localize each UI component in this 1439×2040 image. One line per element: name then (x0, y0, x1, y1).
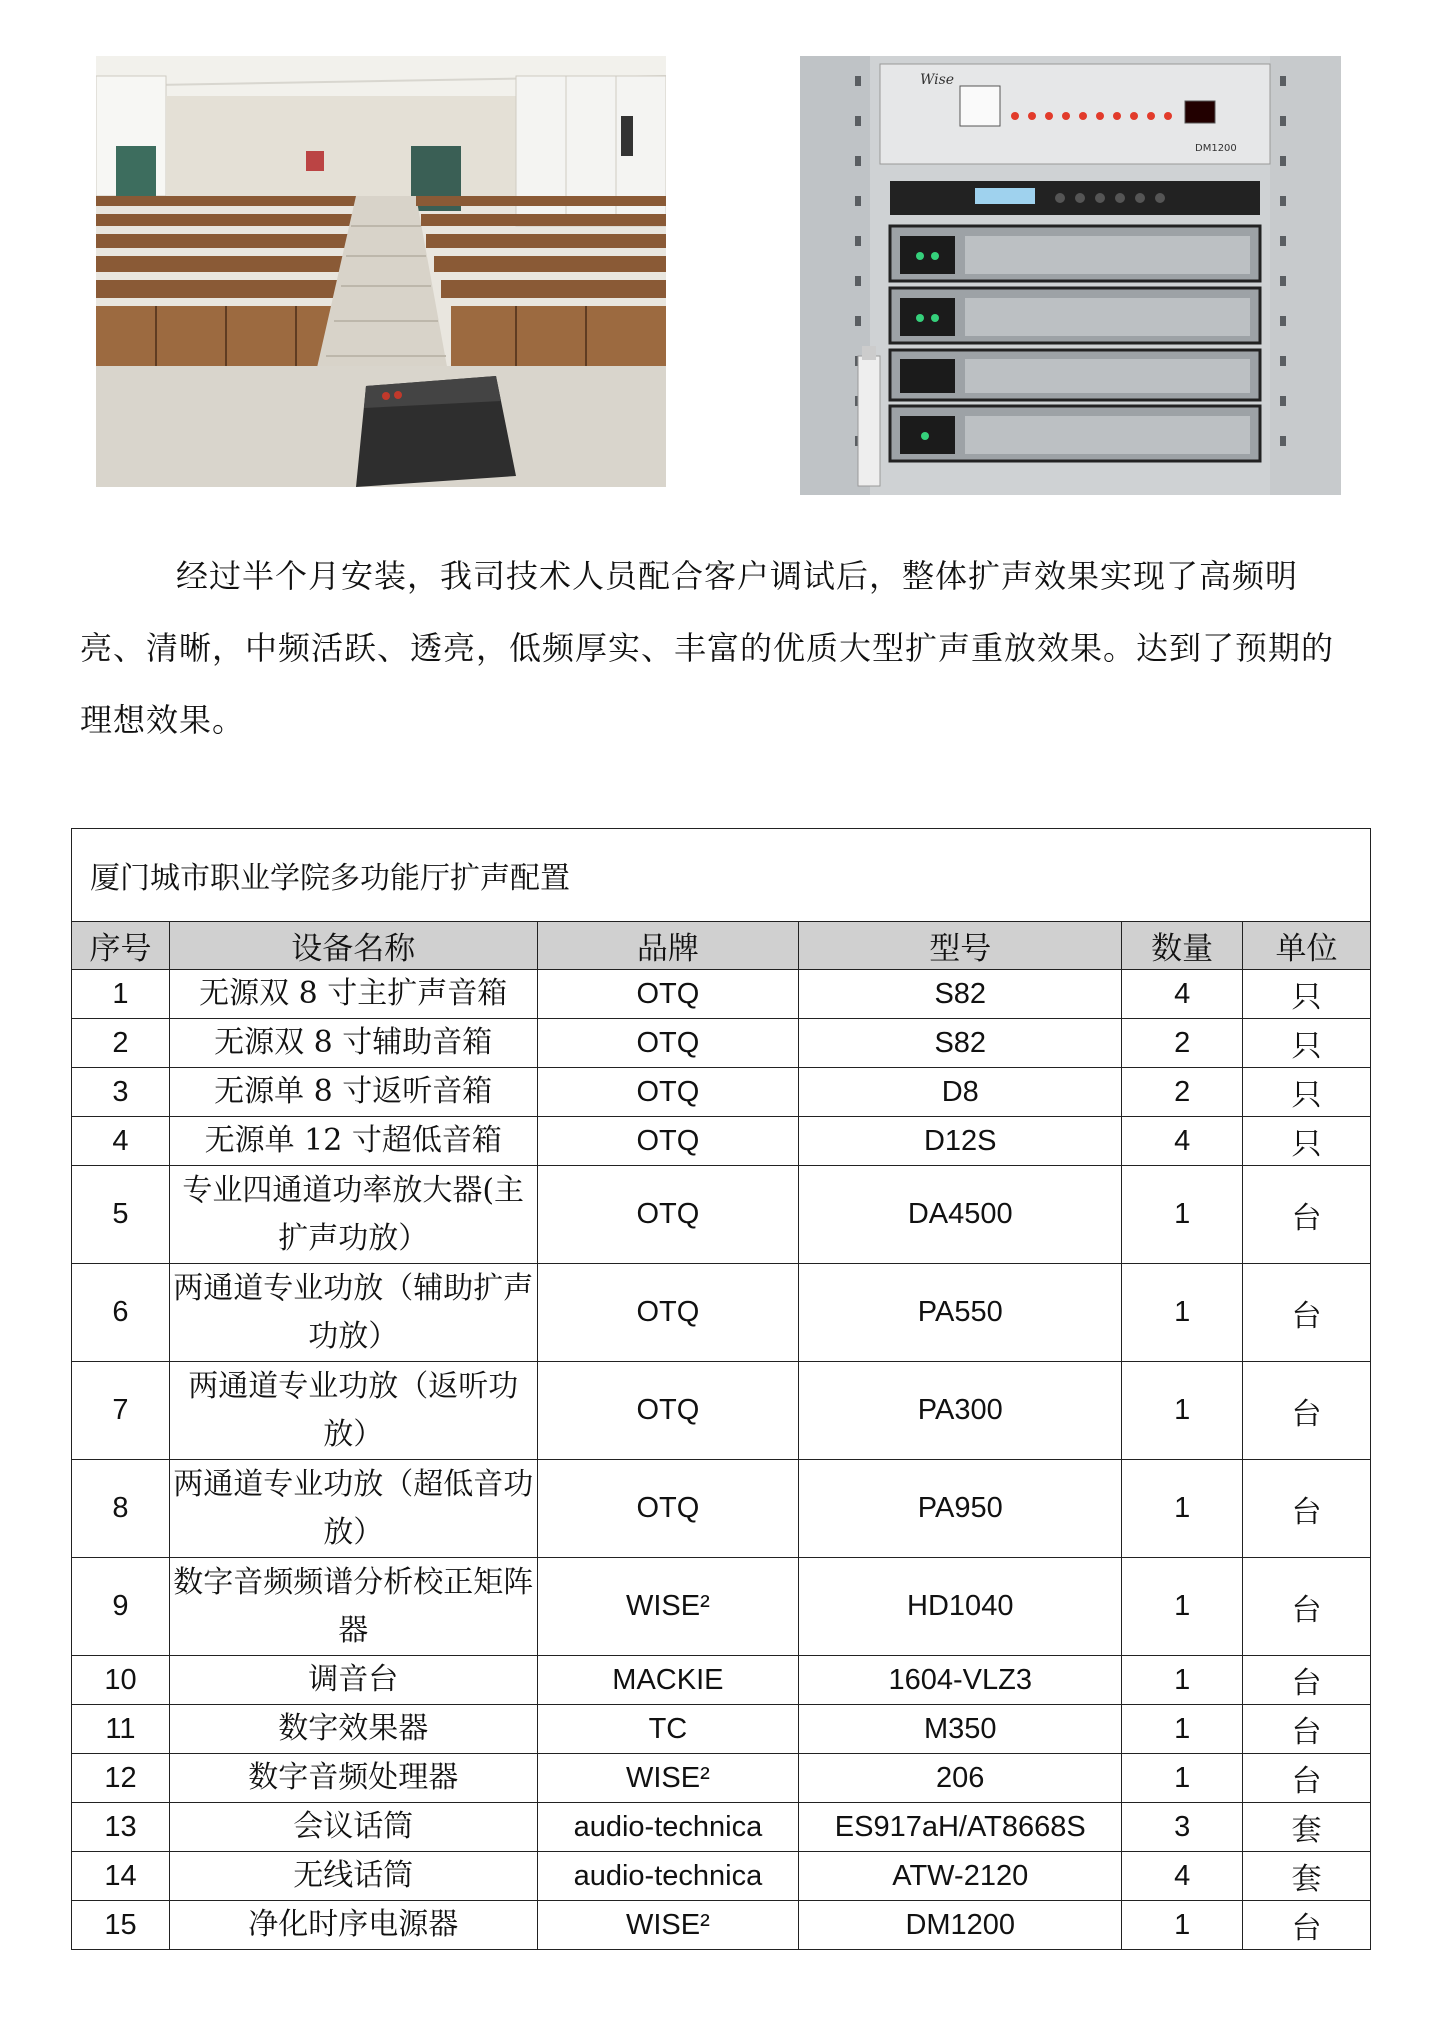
cell-qty: 3 (1122, 1803, 1243, 1852)
cell-unit: 台 (1243, 1558, 1371, 1656)
cell-name: 无线话筒 (169, 1852, 537, 1901)
cell-unit: 套 (1243, 1852, 1371, 1901)
auditorium-image (96, 56, 666, 487)
table-row (72, 1901, 1371, 1950)
equipment-rack-photo (800, 56, 1341, 495)
table-row (72, 970, 1371, 1019)
cell-unit: 只 (1243, 1117, 1371, 1166)
cell-name: 数字音频频谱分析校正矩阵器 (169, 1558, 537, 1656)
cell-qty: 1 (1122, 1558, 1243, 1656)
rack-model-label: DM1200 (1195, 143, 1237, 154)
cell-brand: OTQ (537, 1068, 799, 1117)
table-row (72, 1754, 1371, 1803)
cell-qty: 1 (1122, 1754, 1243, 1803)
cell-no: 10 (72, 1656, 170, 1705)
cell-model: DA4500 (799, 1166, 1122, 1264)
header-unit: 单位 (1243, 922, 1371, 970)
cell-qty: 4 (1122, 1117, 1243, 1166)
table-title: 厦门城市职业学院多功能厅扩声配置 (72, 829, 1371, 922)
header-brand: 品牌 (537, 922, 799, 970)
table-row (72, 1019, 1371, 1068)
cell-name: 两通道专业功放（超低音功放） (169, 1460, 537, 1558)
header-qty: 数量 (1122, 922, 1243, 970)
cell-no: 5 (72, 1166, 170, 1264)
cell-name: 无源单 8 寸返听音箱 (169, 1068, 537, 1117)
cell-unit: 台 (1243, 1460, 1371, 1558)
cell-name: 专业四通道功率放大器(主扩声功放） (169, 1166, 537, 1264)
cell-brand: OTQ (537, 1460, 799, 1558)
cell-model: 206 (799, 1754, 1122, 1803)
cell-no: 13 (72, 1803, 170, 1852)
cell-no: 14 (72, 1852, 170, 1901)
cell-unit: 台 (1243, 1901, 1371, 1950)
cell-unit: 只 (1243, 970, 1371, 1019)
cell-brand: WISE² (537, 1754, 799, 1803)
cell-model: D8 (799, 1068, 1122, 1117)
cell-model: ES917aH/AT8668S (799, 1803, 1122, 1852)
table-row (72, 1705, 1371, 1754)
table-row (72, 1460, 1371, 1558)
cell-brand: audio-technica (537, 1852, 799, 1901)
cell-brand: TC (537, 1705, 799, 1754)
cell-name: 数字音频处理器 (169, 1754, 537, 1803)
table-row (72, 1362, 1371, 1460)
header-model: 型号 (799, 922, 1122, 970)
cell-model: PA950 (799, 1460, 1122, 1558)
cell-brand: WISE² (537, 1901, 799, 1950)
cell-brand: OTQ (537, 1019, 799, 1068)
cell-unit: 台 (1243, 1166, 1371, 1264)
header-no: 序号 (72, 922, 170, 970)
cell-model: 1604-VLZ3 (799, 1656, 1122, 1705)
cell-qty: 1 (1122, 1264, 1243, 1362)
cell-brand: OTQ (537, 970, 799, 1019)
cell-qty: 2 (1122, 1019, 1243, 1068)
cell-unit: 套 (1243, 1803, 1371, 1852)
cell-no: 8 (72, 1460, 170, 1558)
cell-no: 4 (72, 1117, 170, 1166)
cell-unit: 台 (1243, 1754, 1371, 1803)
cell-qty: 1 (1122, 1656, 1243, 1705)
cell-qty: 4 (1122, 1852, 1243, 1901)
cell-name: 调音台 (169, 1656, 537, 1705)
cell-model: M350 (799, 1705, 1122, 1754)
cell-unit: 台 (1243, 1264, 1371, 1362)
cell-qty: 2 (1122, 1068, 1243, 1117)
cell-name: 净化时序电源器 (169, 1901, 537, 1950)
cell-name: 无源双 8 寸主扩声音箱 (169, 970, 537, 1019)
summary-paragraph: 经过半个月安装，我司技术人员配合客户调试后，整体扩声效果实现了高频明亮、清晰，中频活跃、透亮，低频厚实、丰富的优质大型扩声重放效果。达到了预期的理想效果。 (80, 557, 1335, 739)
cell-brand: WISE² (537, 1558, 799, 1656)
cell-qty: 1 (1122, 1901, 1243, 1950)
table-row (72, 1068, 1371, 1117)
cell-model: HD1040 (799, 1558, 1122, 1656)
cell-no: 11 (72, 1705, 170, 1754)
equipment-rack-image (800, 56, 1341, 495)
rack-brand-label: Wise (920, 72, 955, 88)
cell-no: 6 (72, 1264, 170, 1362)
cell-unit: 台 (1243, 1362, 1371, 1460)
table-row (72, 1558, 1371, 1656)
cell-qty: 1 (1122, 1166, 1243, 1264)
cell-name: 数字效果器 (169, 1705, 537, 1754)
cell-model: S82 (799, 970, 1122, 1019)
cell-name: 会议话筒 (169, 1803, 537, 1852)
cell-model: D12S (799, 1117, 1122, 1166)
cell-brand: audio-technica (537, 1803, 799, 1852)
header-name: 设备名称 (169, 922, 537, 970)
cell-qty: 1 (1122, 1705, 1243, 1754)
cell-unit: 台 (1243, 1705, 1371, 1754)
cell-no: 1 (72, 970, 170, 1019)
cell-no: 7 (72, 1362, 170, 1460)
auditorium-photo (96, 56, 666, 487)
cell-qty: 1 (1122, 1460, 1243, 1558)
table-row (72, 1656, 1371, 1705)
cell-name: 两通道专业功放（返听功放） (169, 1362, 537, 1460)
cell-brand: OTQ (537, 1264, 799, 1362)
cell-brand: OTQ (537, 1117, 799, 1166)
table-row (72, 1803, 1371, 1852)
table-row (72, 1166, 1371, 1264)
cell-model: DM1200 (799, 1901, 1122, 1950)
cell-unit: 只 (1243, 1019, 1371, 1068)
table-header-row (72, 922, 1371, 970)
table-row (72, 1264, 1371, 1362)
cell-model: PA550 (799, 1264, 1122, 1362)
cell-no: 3 (72, 1068, 170, 1117)
table-row (72, 1117, 1371, 1166)
cell-model: PA300 (799, 1362, 1122, 1460)
cell-no: 12 (72, 1754, 170, 1803)
cell-brand: OTQ (537, 1166, 799, 1264)
cell-name: 两通道专业功放（辅助扩声功放） (169, 1264, 537, 1362)
cell-brand: OTQ (537, 1362, 799, 1460)
cell-unit: 台 (1243, 1656, 1371, 1705)
cell-name: 无源双 8 寸辅助音箱 (169, 1019, 537, 1068)
cell-unit: 只 (1243, 1068, 1371, 1117)
cell-qty: 4 (1122, 970, 1243, 1019)
table-row (72, 1852, 1371, 1901)
cell-name: 无源单 12 寸超低音箱 (169, 1117, 537, 1166)
cell-model: ATW-2120 (799, 1852, 1122, 1901)
cell-qty: 1 (1122, 1362, 1243, 1460)
equipment-config-table (71, 828, 1371, 1950)
cell-no: 2 (72, 1019, 170, 1068)
cell-no: 9 (72, 1558, 170, 1656)
cell-no: 15 (72, 1901, 170, 1950)
cell-model: S82 (799, 1019, 1122, 1068)
cell-brand: MACKIE (537, 1656, 799, 1705)
